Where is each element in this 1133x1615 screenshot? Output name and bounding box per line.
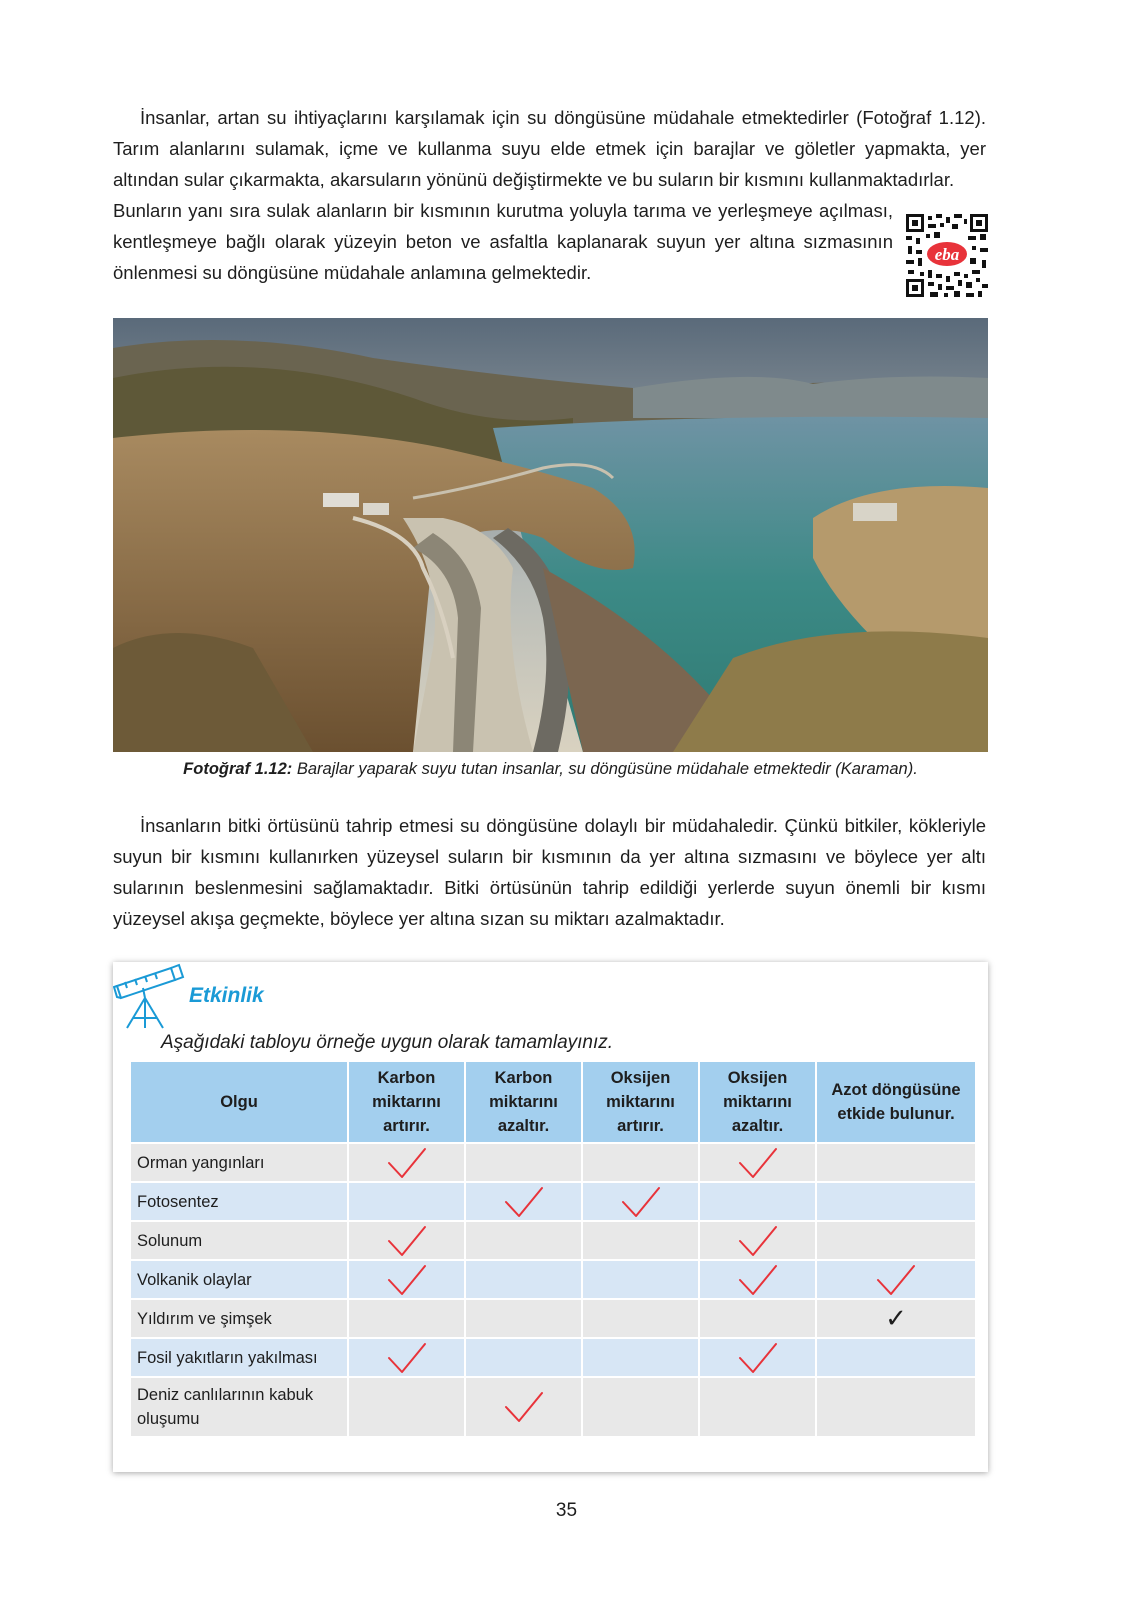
- table-cell[interactable]: [465, 1377, 582, 1437]
- table-cell[interactable]: [348, 1221, 465, 1260]
- activity-instruction: Aşağıdaki tabloyu örneğe uygun olarak tamamlayınız.: [161, 1032, 614, 1053]
- table-cell[interactable]: [699, 1221, 816, 1260]
- row-label: Fosil yakıtların yakılması: [130, 1338, 348, 1377]
- table-cell[interactable]: [465, 1260, 582, 1299]
- table-row: [130, 1260, 976, 1299]
- header-oxygen-increase: Oksijen miktarını artırır.: [582, 1061, 699, 1143]
- table-cell[interactable]: [582, 1221, 699, 1260]
- table-row: [130, 1338, 976, 1377]
- dam-photograph: [113, 318, 988, 752]
- table-cell[interactable]: [816, 1299, 976, 1338]
- caption-text: Barajlar yaparak suyu tutan insanlar, su döngüsüne müdahale etmektedir (Karaman).: [296, 760, 918, 778]
- table-cell[interactable]: [699, 1299, 816, 1338]
- dam-landscape-image: [113, 318, 988, 752]
- table-cell[interactable]: [699, 1260, 816, 1299]
- table-cell[interactable]: [582, 1182, 699, 1221]
- table-header-row: [130, 1061, 976, 1143]
- row-label: Yıldırım ve şimşek: [130, 1299, 348, 1338]
- table-cell[interactable]: [465, 1182, 582, 1221]
- caption-label: Fotoğraf 1.12:: [183, 760, 293, 778]
- table-cell[interactable]: [582, 1299, 699, 1338]
- eba-qr-code[interactable]: [906, 214, 988, 297]
- table-cell[interactable]: [348, 1377, 465, 1437]
- table-row: [130, 1143, 976, 1182]
- table-cell[interactable]: [699, 1143, 816, 1182]
- table-cell[interactable]: [699, 1338, 816, 1377]
- table-cell[interactable]: [699, 1182, 816, 1221]
- photo-caption: [113, 760, 988, 779]
- header-carbon-increase: Karbon miktarını artırır.: [348, 1061, 465, 1143]
- table-cell[interactable]: [699, 1377, 816, 1437]
- table-cell[interactable]: [348, 1299, 465, 1338]
- table-row: [130, 1299, 976, 1338]
- table-cell[interactable]: [816, 1143, 976, 1182]
- paragraph-1-tail: Bunların yanı sıra sulak alanların bir kısmının kurutma yoluyla tarıma ve yerleşmeye açılması, kentleşmeye bağlı olarak yüzeyin beton ve asfaltla kaplanarak suyun yer altına sızmasının önlenmesi su döngüsüne müdahale anlamına gelmektedir.: [113, 200, 893, 283]
- table-cell[interactable]: [348, 1260, 465, 1299]
- table-row: [130, 1377, 976, 1437]
- table-cell[interactable]: [582, 1260, 699, 1299]
- red-checkmark-icon: [386, 1341, 428, 1375]
- table-cell[interactable]: [816, 1221, 976, 1260]
- red-checkmark-icon: [386, 1224, 428, 1258]
- red-checkmark-icon: [386, 1263, 428, 1297]
- red-checkmark-icon: [737, 1224, 779, 1258]
- header-nitrogen-cycle: Azot döngüsüne etkide bulunur.: [816, 1061, 976, 1143]
- row-label: Orman yangınları: [130, 1143, 348, 1182]
- table-row: [130, 1221, 976, 1260]
- paragraph-1: [113, 102, 986, 288]
- header-carbon-decrease: Karbon miktarını azaltır.: [465, 1061, 582, 1143]
- activity-box: [113, 962, 988, 1472]
- table-cell[interactable]: [465, 1143, 582, 1182]
- activity-title: Etkinlik: [189, 984, 264, 1007]
- row-label: Solunum: [130, 1221, 348, 1260]
- table-cell[interactable]: [816, 1260, 976, 1299]
- table-cell[interactable]: [816, 1377, 976, 1437]
- row-label: Volkanik olaylar: [130, 1260, 348, 1299]
- header-oxygen-decrease: Oksijen miktarını azaltır.: [699, 1061, 816, 1143]
- red-checkmark-icon: [737, 1146, 779, 1180]
- paragraph-2: İnsanların bitki örtüsünü tahrip etmesi su döngüsüne dolaylı bir müdahaledir. Çünkü bitkiler, kökleriyle suyun bir kısmını kullanırken yüzeysel suların bir kısmının da yer altına sızmasını ve böylece yer altı sularının beslenmesini sağlamaktadır. Bitki örtüsünün tahrip edildiği yerlerde suyun önemli bir kısmı yüzeysel akışa geçmekte, böylece yer altına sızan su miktarı azalmaktadır.: [113, 815, 986, 929]
- red-checkmark-icon: [875, 1263, 917, 1297]
- table-cell[interactable]: [465, 1299, 582, 1338]
- table-cell[interactable]: [816, 1182, 976, 1221]
- row-label: Deniz canlılarının kabuk oluşumu: [130, 1377, 348, 1437]
- red-checkmark-icon: [386, 1146, 428, 1180]
- table-cell[interactable]: [465, 1338, 582, 1377]
- table-cell[interactable]: [582, 1377, 699, 1437]
- table-cell[interactable]: [348, 1143, 465, 1182]
- table-cell[interactable]: [582, 1338, 699, 1377]
- eba-logo-text: eba: [934, 245, 960, 264]
- table-cell[interactable]: [348, 1182, 465, 1221]
- red-checkmark-icon: [503, 1185, 545, 1219]
- red-checkmark-icon: [737, 1263, 779, 1297]
- red-checkmark-icon: [503, 1390, 545, 1424]
- example-checkmark-icon: ✓: [885, 1303, 907, 1334]
- paragraph-1-body: İnsanlar, artan su ihtiyaçlarını karşılamak için su döngüsüne müdahale etmektedirler (Fotoğraf 1.12). Tarım alanlarını sulamak, içme ve kullanma suyu elde etmek için barajlar ve göletler yapmakta, yer altından sular çıkarmakta, akarsuların yönünü değiştirmekte ve bu suların bir kısmını kullanmaktadırlar.: [113, 107, 986, 190]
- row-label: Fotosentez: [130, 1182, 348, 1221]
- telescope-icon: [113, 958, 188, 1030]
- qr-code-icon: [906, 214, 988, 297]
- table-cell[interactable]: [582, 1143, 699, 1182]
- red-checkmark-icon: [620, 1185, 662, 1219]
- table-cell[interactable]: [816, 1338, 976, 1377]
- activity-table: [129, 1060, 977, 1438]
- header-olgu: Olgu: [130, 1061, 348, 1143]
- table-cell[interactable]: [465, 1221, 582, 1260]
- table-row: [130, 1182, 976, 1221]
- red-checkmark-icon: [737, 1341, 779, 1375]
- page-number: 35: [555, 1500, 578, 1521]
- table-cell[interactable]: [348, 1338, 465, 1377]
